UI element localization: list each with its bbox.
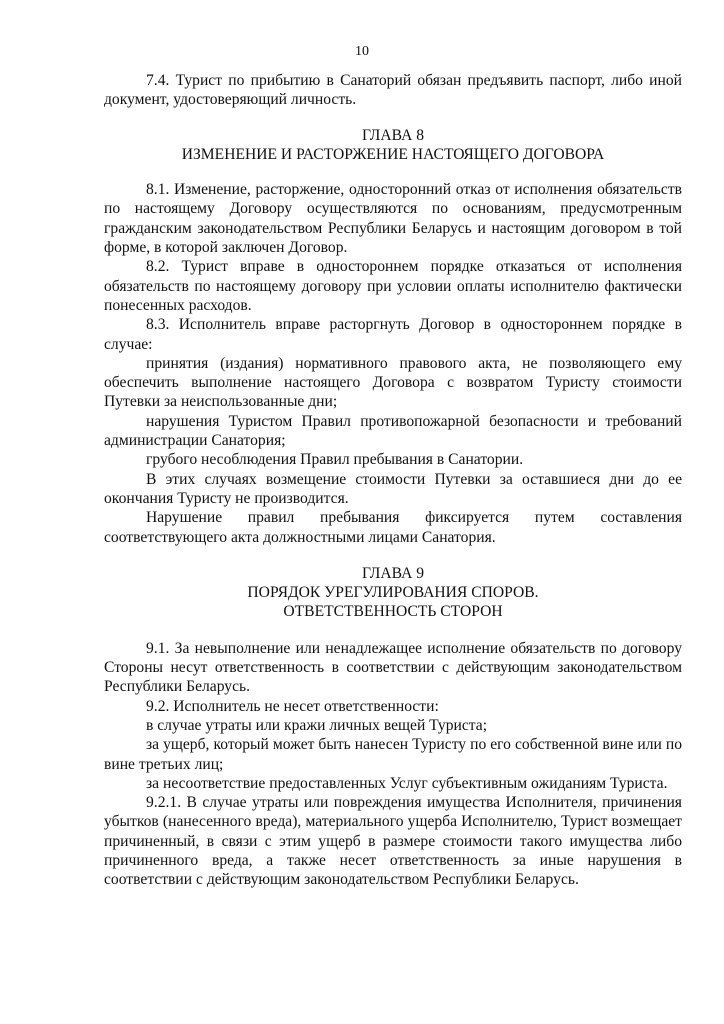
paragraph-9-2-1: 9.2.1. В случае утраты или повреждения имущества Исполнителя, причинения убытков (нанесенного вреда), материального ущерба Исполнителю, Турист возмещает причиненный, в связи с этим ущерб в размере стоимости такого имущества либо причиненного вреда, а также несет ответственность за иные нарушения в соответствии с действующим законодательством Республики Беларусь. xyxy=(104,794,682,889)
paragraph-8-1: 8.1. Изменение, расторжение, односторонний отказ от исполнения обязательств по настоящему Договору осуществляются по основаниям, предусмотренным гражданским законодательством Республики Беларусь и настоящим договором в той форме, в которой заключен Договор. xyxy=(104,181,682,257)
paragraph-9-2: 9.2. Исполнитель не несет ответственности: xyxy=(146,697,439,715)
chapter-9-title-line1: ПОРЯДОК УРЕГУЛИРОВАНИЯ СПОРОВ. xyxy=(247,584,539,602)
paragraph-8-2: 8.2. Турист вправе в одностороннем порядке отказаться от исполнения обязательств по настоящему договору при условии оплаты исполнителю фактически понесенных расходов. xyxy=(104,258,682,314)
paragraph-8-3-item-1: принятия (издания) нормативного правового акта, не позволяющего ему обеспечить выполнение настоящего Договора с возвратом Туристу стоимости Путевки за неиспользованные дни; xyxy=(104,354,682,411)
paragraph-8-3-item-3: грубого несоблюдения Правил пребывания в Санатории. xyxy=(146,451,524,469)
paragraph-8-3-refund: В этих случаях возмещение стоимости Путевки за оставшиеся дни до ее окончания Туристу не производится. xyxy=(104,470,682,507)
chapter-9-title-line2: ОТВЕТСТВЕННОСТЬ СТОРОН xyxy=(283,603,503,621)
chapter-8-heading xyxy=(104,126,682,165)
chapter-8-label: ГЛАВА 8 xyxy=(361,126,425,144)
page-number: 10 xyxy=(355,44,369,59)
paragraph-9-1: 9.1. За невыполнение или ненадлежащее исполнение обязательств по договору Стороны несут ответственность в соответствии с действующим законодательством Республики Беларусь. xyxy=(104,639,682,696)
paragraph-8-3-item-2: нарушения Туристом Правил противопожарной безопасности и требований администрации Санатория; xyxy=(104,412,682,450)
paragraph-8-3-violation: Нарушение правил пребывания фиксируется путем составления соответствующего акта должностными лицами Санатория. xyxy=(104,509,682,546)
document-body xyxy=(104,71,682,890)
chapter-8-title: ИЗМЕНЕНИЕ И РАСТОРЖЕНИЕ НАСТОЯЩЕГО ДОГОВОРА xyxy=(181,145,605,163)
paragraph-9-2-item-1: в случае утраты или кражи личных вещей Туриста; xyxy=(146,716,488,734)
chapter-9-label: ГЛАВА 9 xyxy=(361,564,425,582)
paragraph-7-4: 7.4. Турист по прибытию в Санаторий обязан предъявить паспорт, либо иной документ, удостоверяющий личность. xyxy=(104,72,682,109)
paragraph-9-2-item-3: за несоответствие предоставленных Услуг субъективным ожиданиям Туриста. xyxy=(146,774,668,792)
paragraph-9-2-item-2: за ущерб, который может быть нанесен Туристу по его собственной вине или по вине третьих лиц; xyxy=(104,736,682,773)
paragraph-8-3: 8.3. Исполнитель вправе расторгнуть Договор в одностороннем порядке в случае: xyxy=(104,316,682,353)
chapter-9-heading xyxy=(104,564,682,622)
